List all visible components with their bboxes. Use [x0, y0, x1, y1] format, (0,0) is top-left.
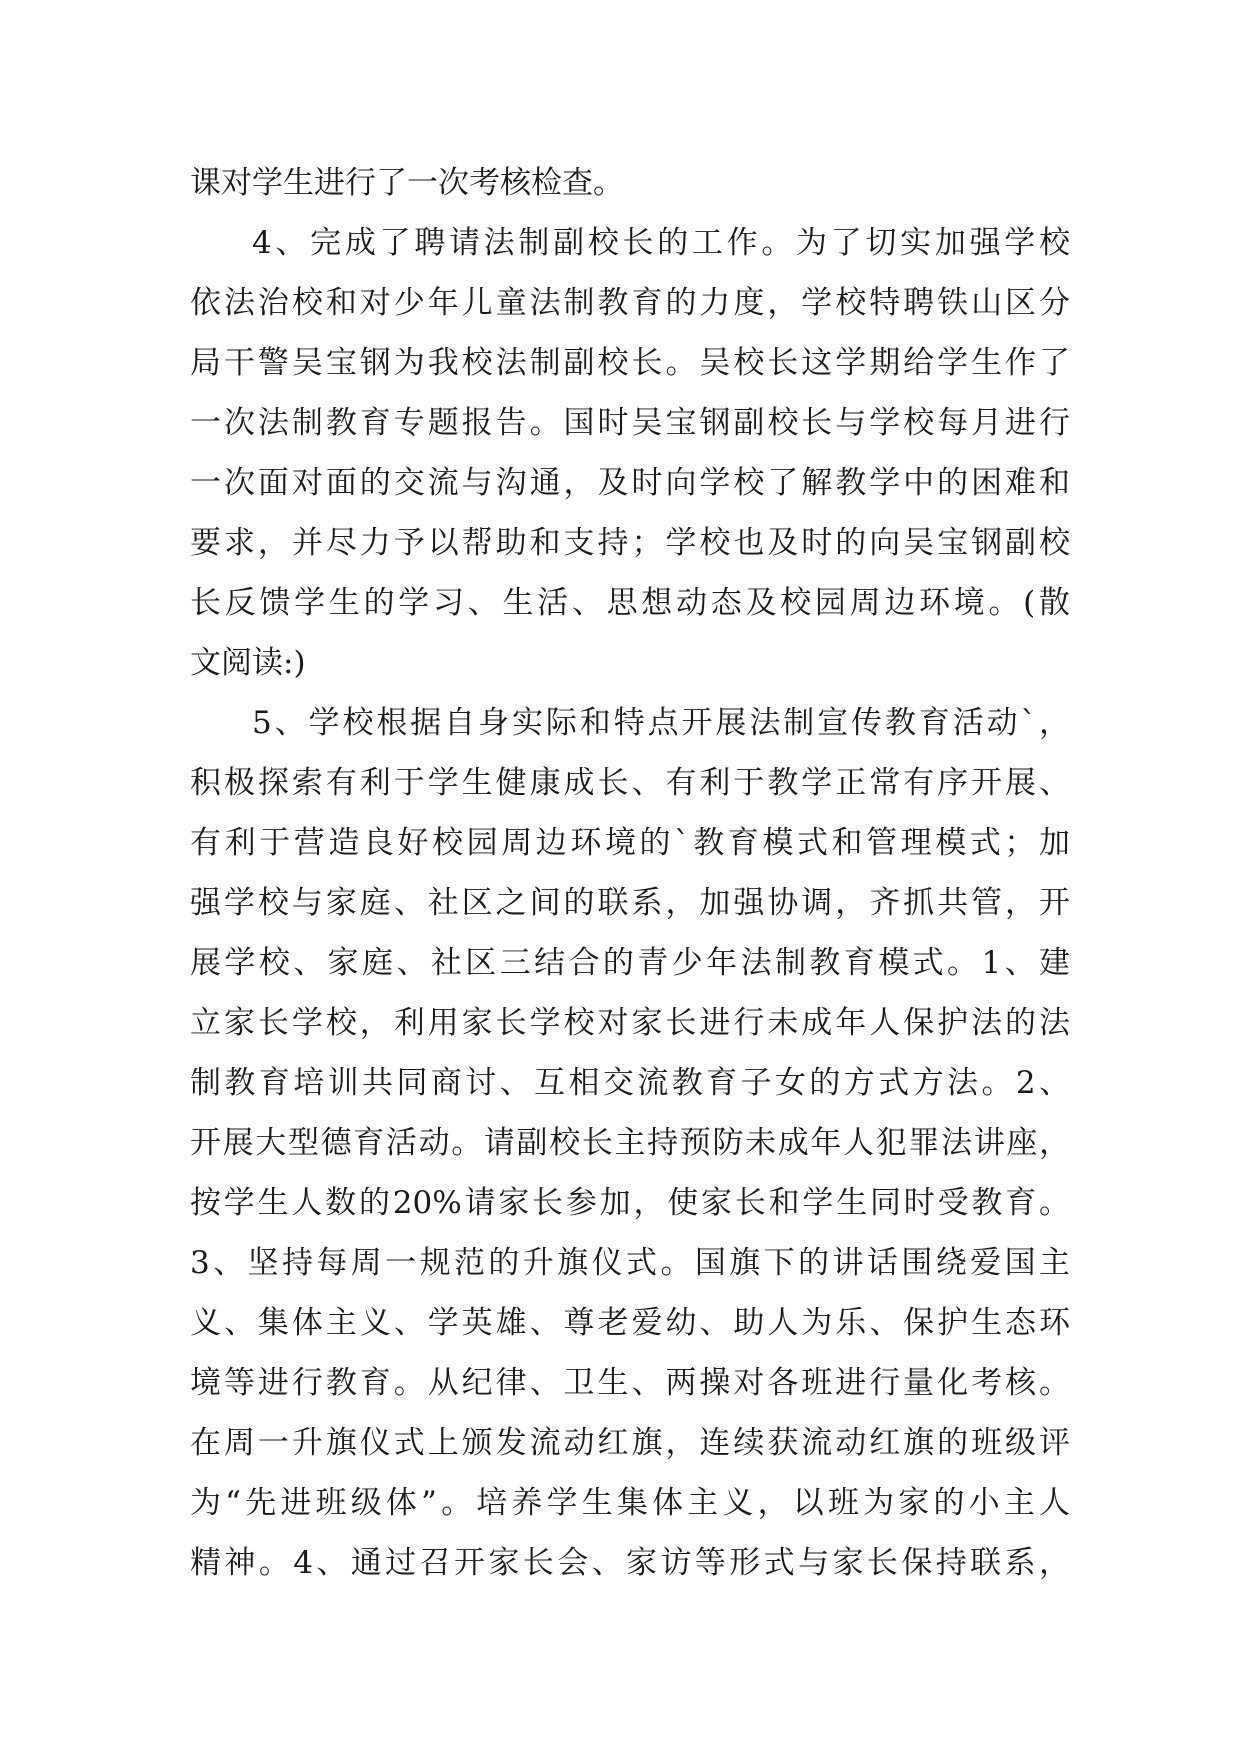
text-line: 5、学校根据自身实际和特点开展法制宣传教育活动`，: [252, 705, 1070, 741]
text-line: 要求，并尽力予以帮助和支持；学校也及时的向吴宝钢副校: [190, 525, 1070, 561]
text-line: 开展大型德育活动。请副校长主持预防未成年人犯罪法讲座，: [190, 1125, 1070, 1161]
text-line: 制教育培训共同商讨、互相交流教育子女的方式方法。2、: [190, 1065, 1070, 1101]
text-line: 局干警吴宝钢为我校法制副校长。吴校长这学期给学生作了: [190, 345, 1070, 381]
text-line: 课对学生进行了一次考核检查。: [190, 165, 624, 201]
text-line: 展学校、家庭、社区三结合的青少年法制教育模式。1、建: [190, 945, 1070, 981]
text-line: 4、完成了聘请法制副校长的工作。为了切实加强学校: [252, 225, 1070, 261]
text-line: 义、集体主义、学英雄、尊老爱幼、助人为乐、保护生态环: [190, 1305, 1070, 1341]
text-line: 长反馈学生的学习、生活、思想动态及校园周边环境。(散: [190, 585, 1070, 621]
text-line: 立家长学校，利用家长学校对家长进行未成年人保护法的法: [190, 1005, 1070, 1041]
text-line: 强学校与家庭、社区之间的联系，加强协调，齐抓共管，开: [190, 885, 1070, 921]
text-line: 一次面对面的交流与沟通，及时向学校了解教学中的困难和: [190, 465, 1070, 501]
text-line: 依法治校和对少年儿童法制教育的力度，学校特聘铁山区分: [190, 285, 1070, 321]
text-line: 有利于营造良好校园周边环境的`教育模式和管理模式；加: [190, 825, 1070, 861]
text-line: 按学生人数的20%请家长参加，使家长和学生同时受教育。: [190, 1185, 1070, 1221]
text-line: 一次法制教育专题报告。国时吴宝钢副校长与学校每月进行: [190, 405, 1070, 441]
text-line: 在周一升旗仪式上颁发流动红旗，连续获流动红旗的班级评: [190, 1425, 1070, 1461]
text-line: 积极探索有利于学生健康成长、有利于教学正常有序开展、: [190, 765, 1070, 801]
text-line: 文阅读:): [190, 645, 306, 681]
text-line: 为“先进班级体”。培养学生集体主义，以班为家的小主人: [190, 1485, 1070, 1521]
text-line: 境等进行教育。从纪律、卫生、两操对各班进行量化考核。: [190, 1365, 1070, 1401]
text-line: 精神。4、通过召开家长会、家访等形式与家长保持联系，: [190, 1545, 1070, 1581]
text-line: 3、坚持每周一规范的升旗仪式。国旗下的讲话围绕爱国主: [190, 1245, 1070, 1281]
